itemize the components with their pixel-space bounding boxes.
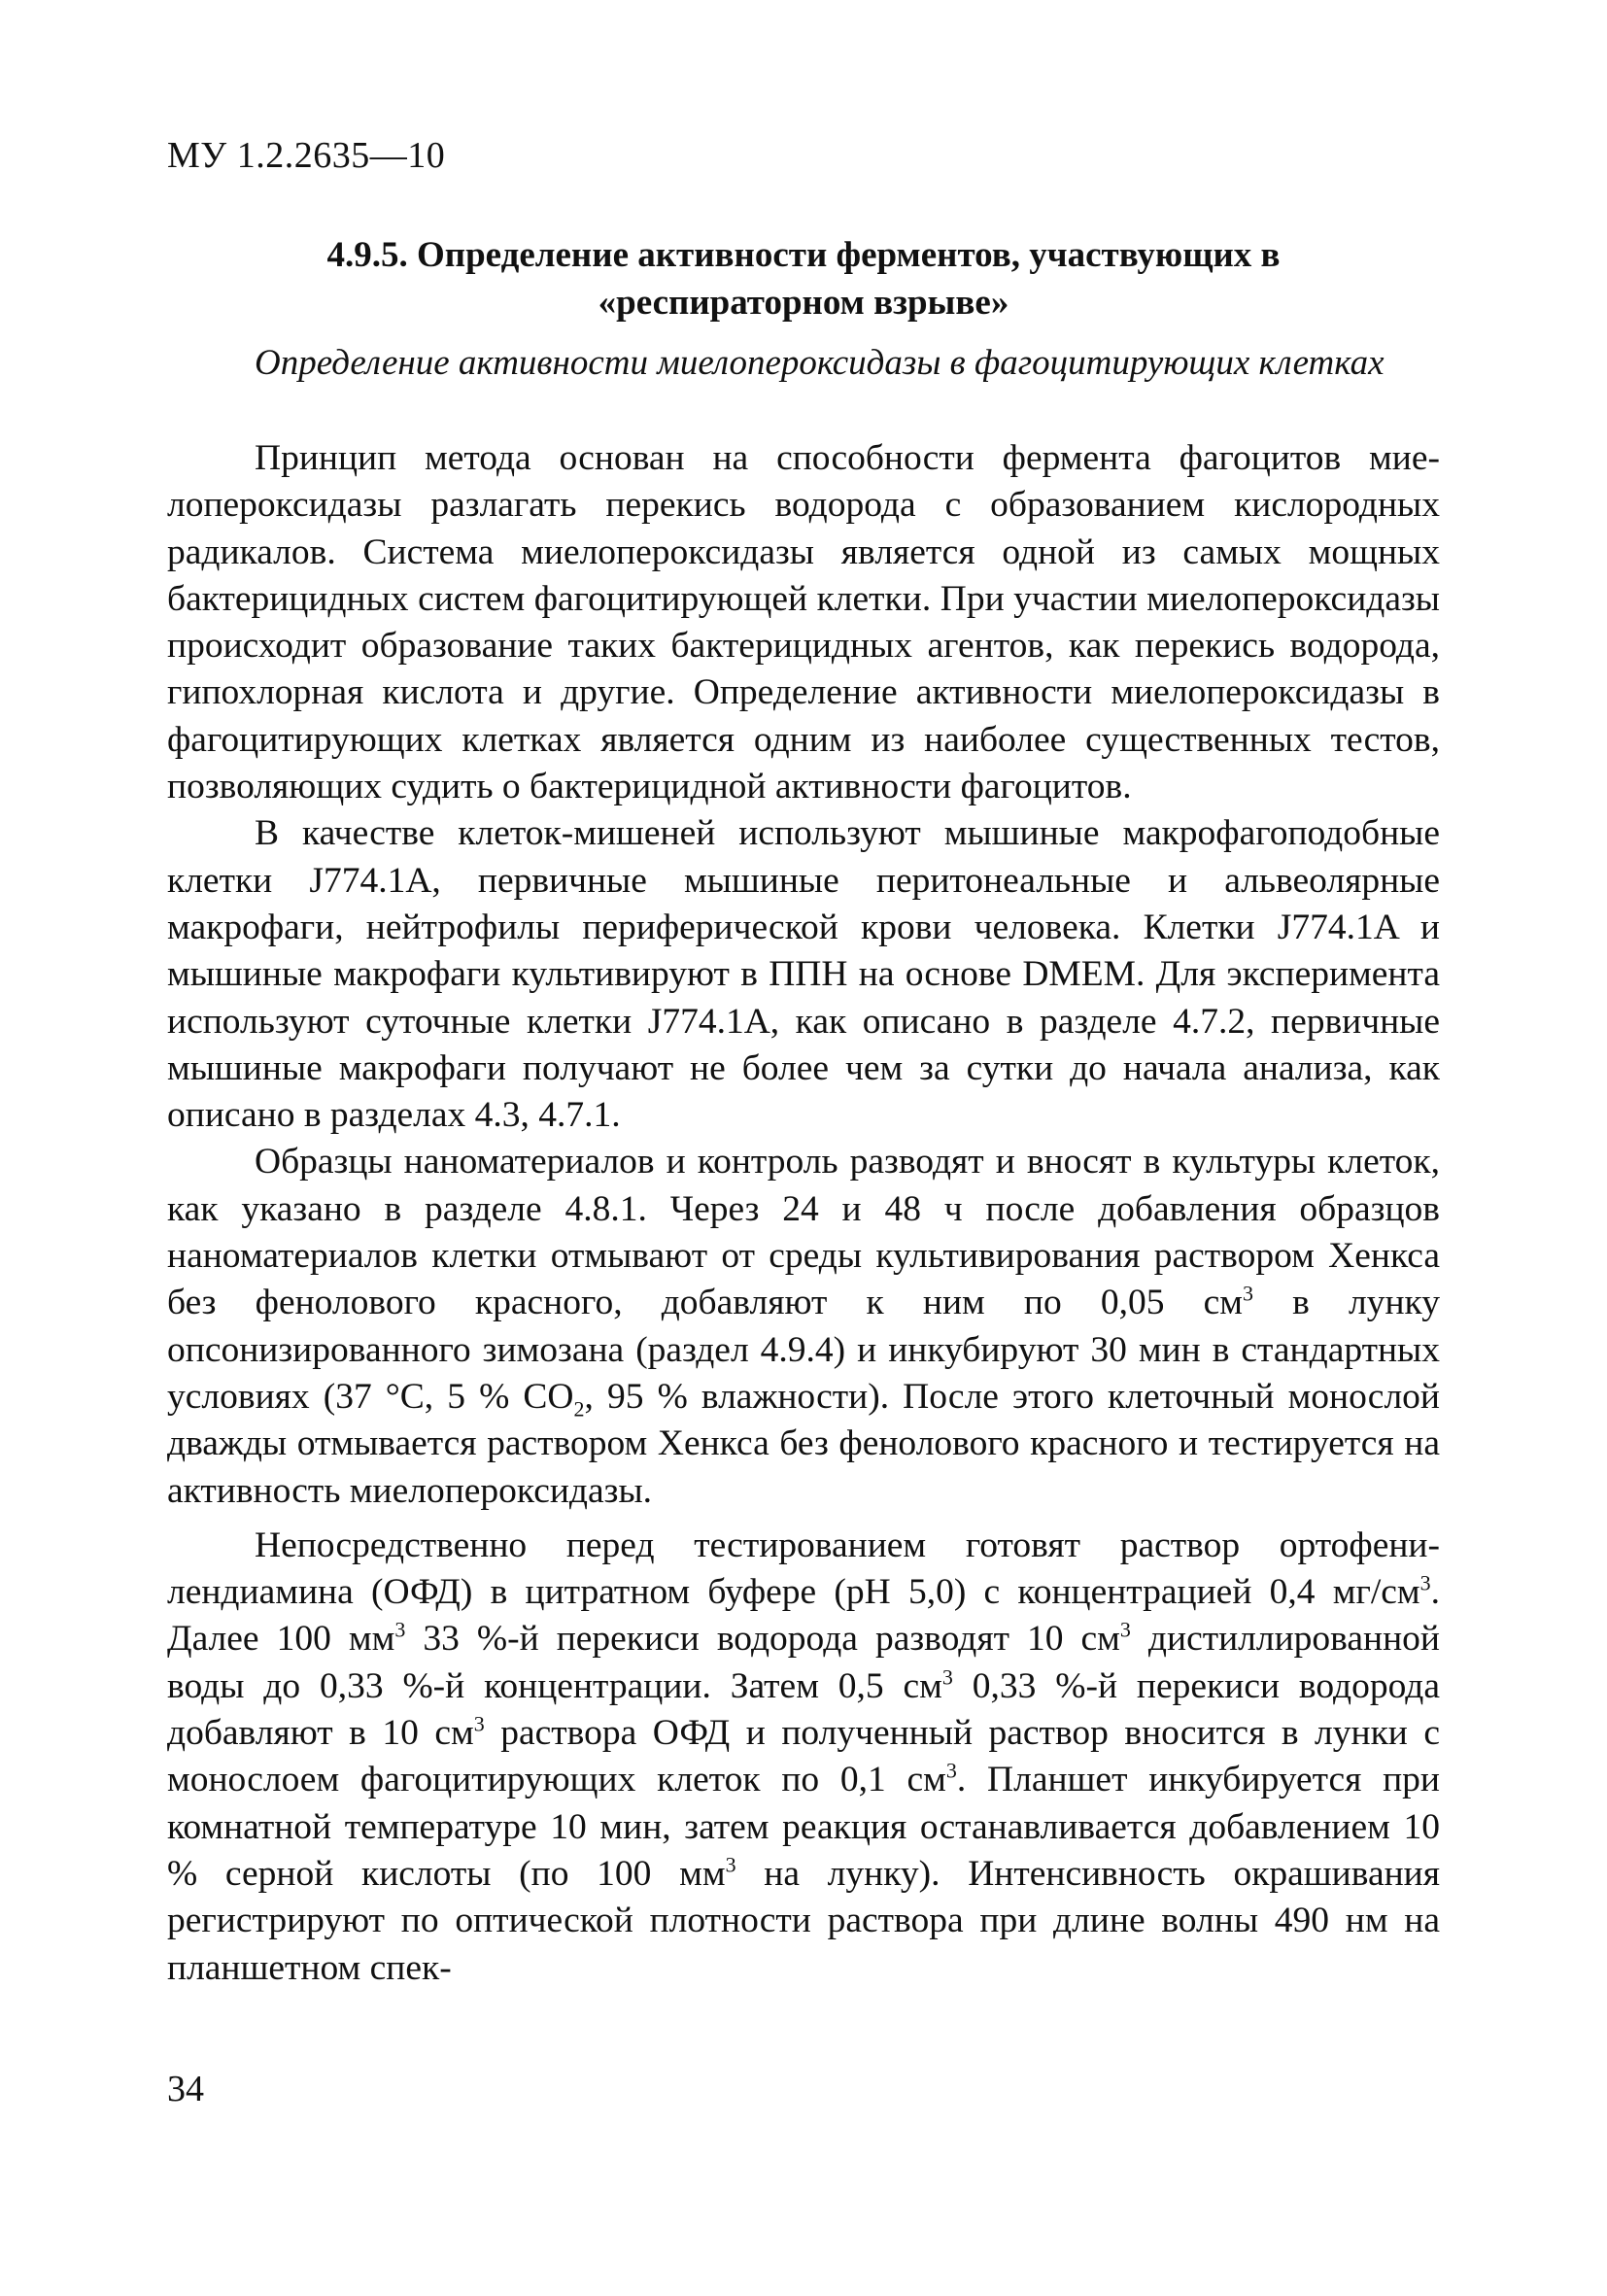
text-fragment: 33 %-й перекиси водорода разводят 10 см [405, 1619, 1120, 1660]
paragraph-sample-preparation [167, 1139, 1440, 1514]
text-fragment: раствора ОФД и полученный раствор вносится в лунки с монослоем фагоцитирующих клеток по 0,1 см [167, 1713, 1441, 1800]
superscript: 3 [473, 1711, 485, 1736]
paragraph-testing-procedure [167, 1523, 1440, 1992]
superscript: 3 [945, 1758, 957, 1783]
document-code: МУ 1.2.2635—10 [167, 135, 446, 176]
superscript: 3 [394, 1617, 406, 1642]
text-fragment: , 95 % влажности). После этого клеточный монослой дважды отмывается раствором Хенкса без фенолового красного и тестируется на активность миелопероксидазы. [167, 1376, 1440, 1511]
text-fragment: . Далее 100 мм [167, 1572, 1440, 1660]
superscript: 3 [941, 1664, 953, 1690]
paragraph-method-principle: Принцип метода основан на способности фермента фагоцитов миелопероксидазы разлагать перекись водорода с образованием кислородных радикалов. Система миелопероксидазы является одной из самых мощных бактерицидных систем фагоцитирующей клетки. При участии миелопероксидазы происходит образование таких бактерицидных агентов, как перекись водорода, гипохлорная кислота и другие. Определение активности миелопероксидазы в фагоцитирующих клетках является одним из наиболее существенных тестов, позволяющих судить о бактерицидной активности фагоцитов. [167, 438, 1440, 807]
section-title [167, 231, 1440, 326]
text-fragment: Образцы наноматериалов и контроль разводят и вносят в культуры клеток, как указано в разделе 4.8.1. Через 24 и 48 ч после добавления образцов наноматериалов клетки отмывают от среды культивирования раствором Хенкса без фенолового красного, добавляют к ним по 0,05 см [167, 1142, 1440, 1323]
body-text [167, 435, 1440, 1992]
text-fragment: на лунку). Интенсивность окрашивания регистрируют по оптической плотности раствора при длине волны 490 нм на планшетном спек- [167, 1853, 1440, 1988]
section-title-line-2: «респираторном взрыве» [598, 283, 1009, 323]
section-title-line-1: 4.9.5. Определение активности ферментов, участвующих в [326, 235, 1281, 275]
text-fragment: . Планшет инкубируется при комнатной температуре 10 мин, затем реакция останавливается добавлением 10 % серной кислоты (по 100 мм [167, 1760, 1440, 1894]
page-number: 34 [167, 2069, 204, 2109]
text-fragment: Непосредственно перед тестированием готовят раствор ортофенилендиамина (ОФД) в цитратном буфере (рН 5,0) с концентрацией 0,4 мг/см [167, 1525, 1440, 1613]
superscript: 3 [1119, 1617, 1131, 1642]
text-fragment: в лунку опсонизированного зимозана (раздел 4.9.4) и инкубируют 30 мин в стандартных условиях (37 °С, 5 % СО [167, 1283, 1440, 1417]
paragraph-target-cells: В качестве клеток-мишеней используют мышиные макрофагоподобные клетки J774.1A, первичные мышиные перитонеальные и альвеолярные макрофаги, нейтрофилы периферической крови человека. Клетки J774.1A и мышиные макрофаги культивируют в ППН на основе DMEM. Для эксперимента используют суточные клетки J774.1A, как описано в разделе 4.7.2, первичные мышиные макрофаги получают не более чем за сутки до начала анализа, как описано в разделах 4.3, 4.7.1. [167, 813, 1440, 1136]
section-subtitle: Определение активности миелопероксидазы в фагоцитирующих клетках [255, 343, 1385, 383]
text-fragment: 0,33 %-й перекиси водорода добавляют в 10 см [167, 1665, 1440, 1754]
superscript: 3 [725, 1852, 736, 1877]
superscript: 3 [1243, 1281, 1254, 1306]
text-fragment: дистиллированной воды до 0,33 %-й концентрации. Затем 0,5 см [167, 1619, 1440, 1706]
superscript: 3 [1419, 1570, 1431, 1595]
document-page [167, 0, 1440, 2296]
subscript: 2 [573, 1396, 585, 1422]
